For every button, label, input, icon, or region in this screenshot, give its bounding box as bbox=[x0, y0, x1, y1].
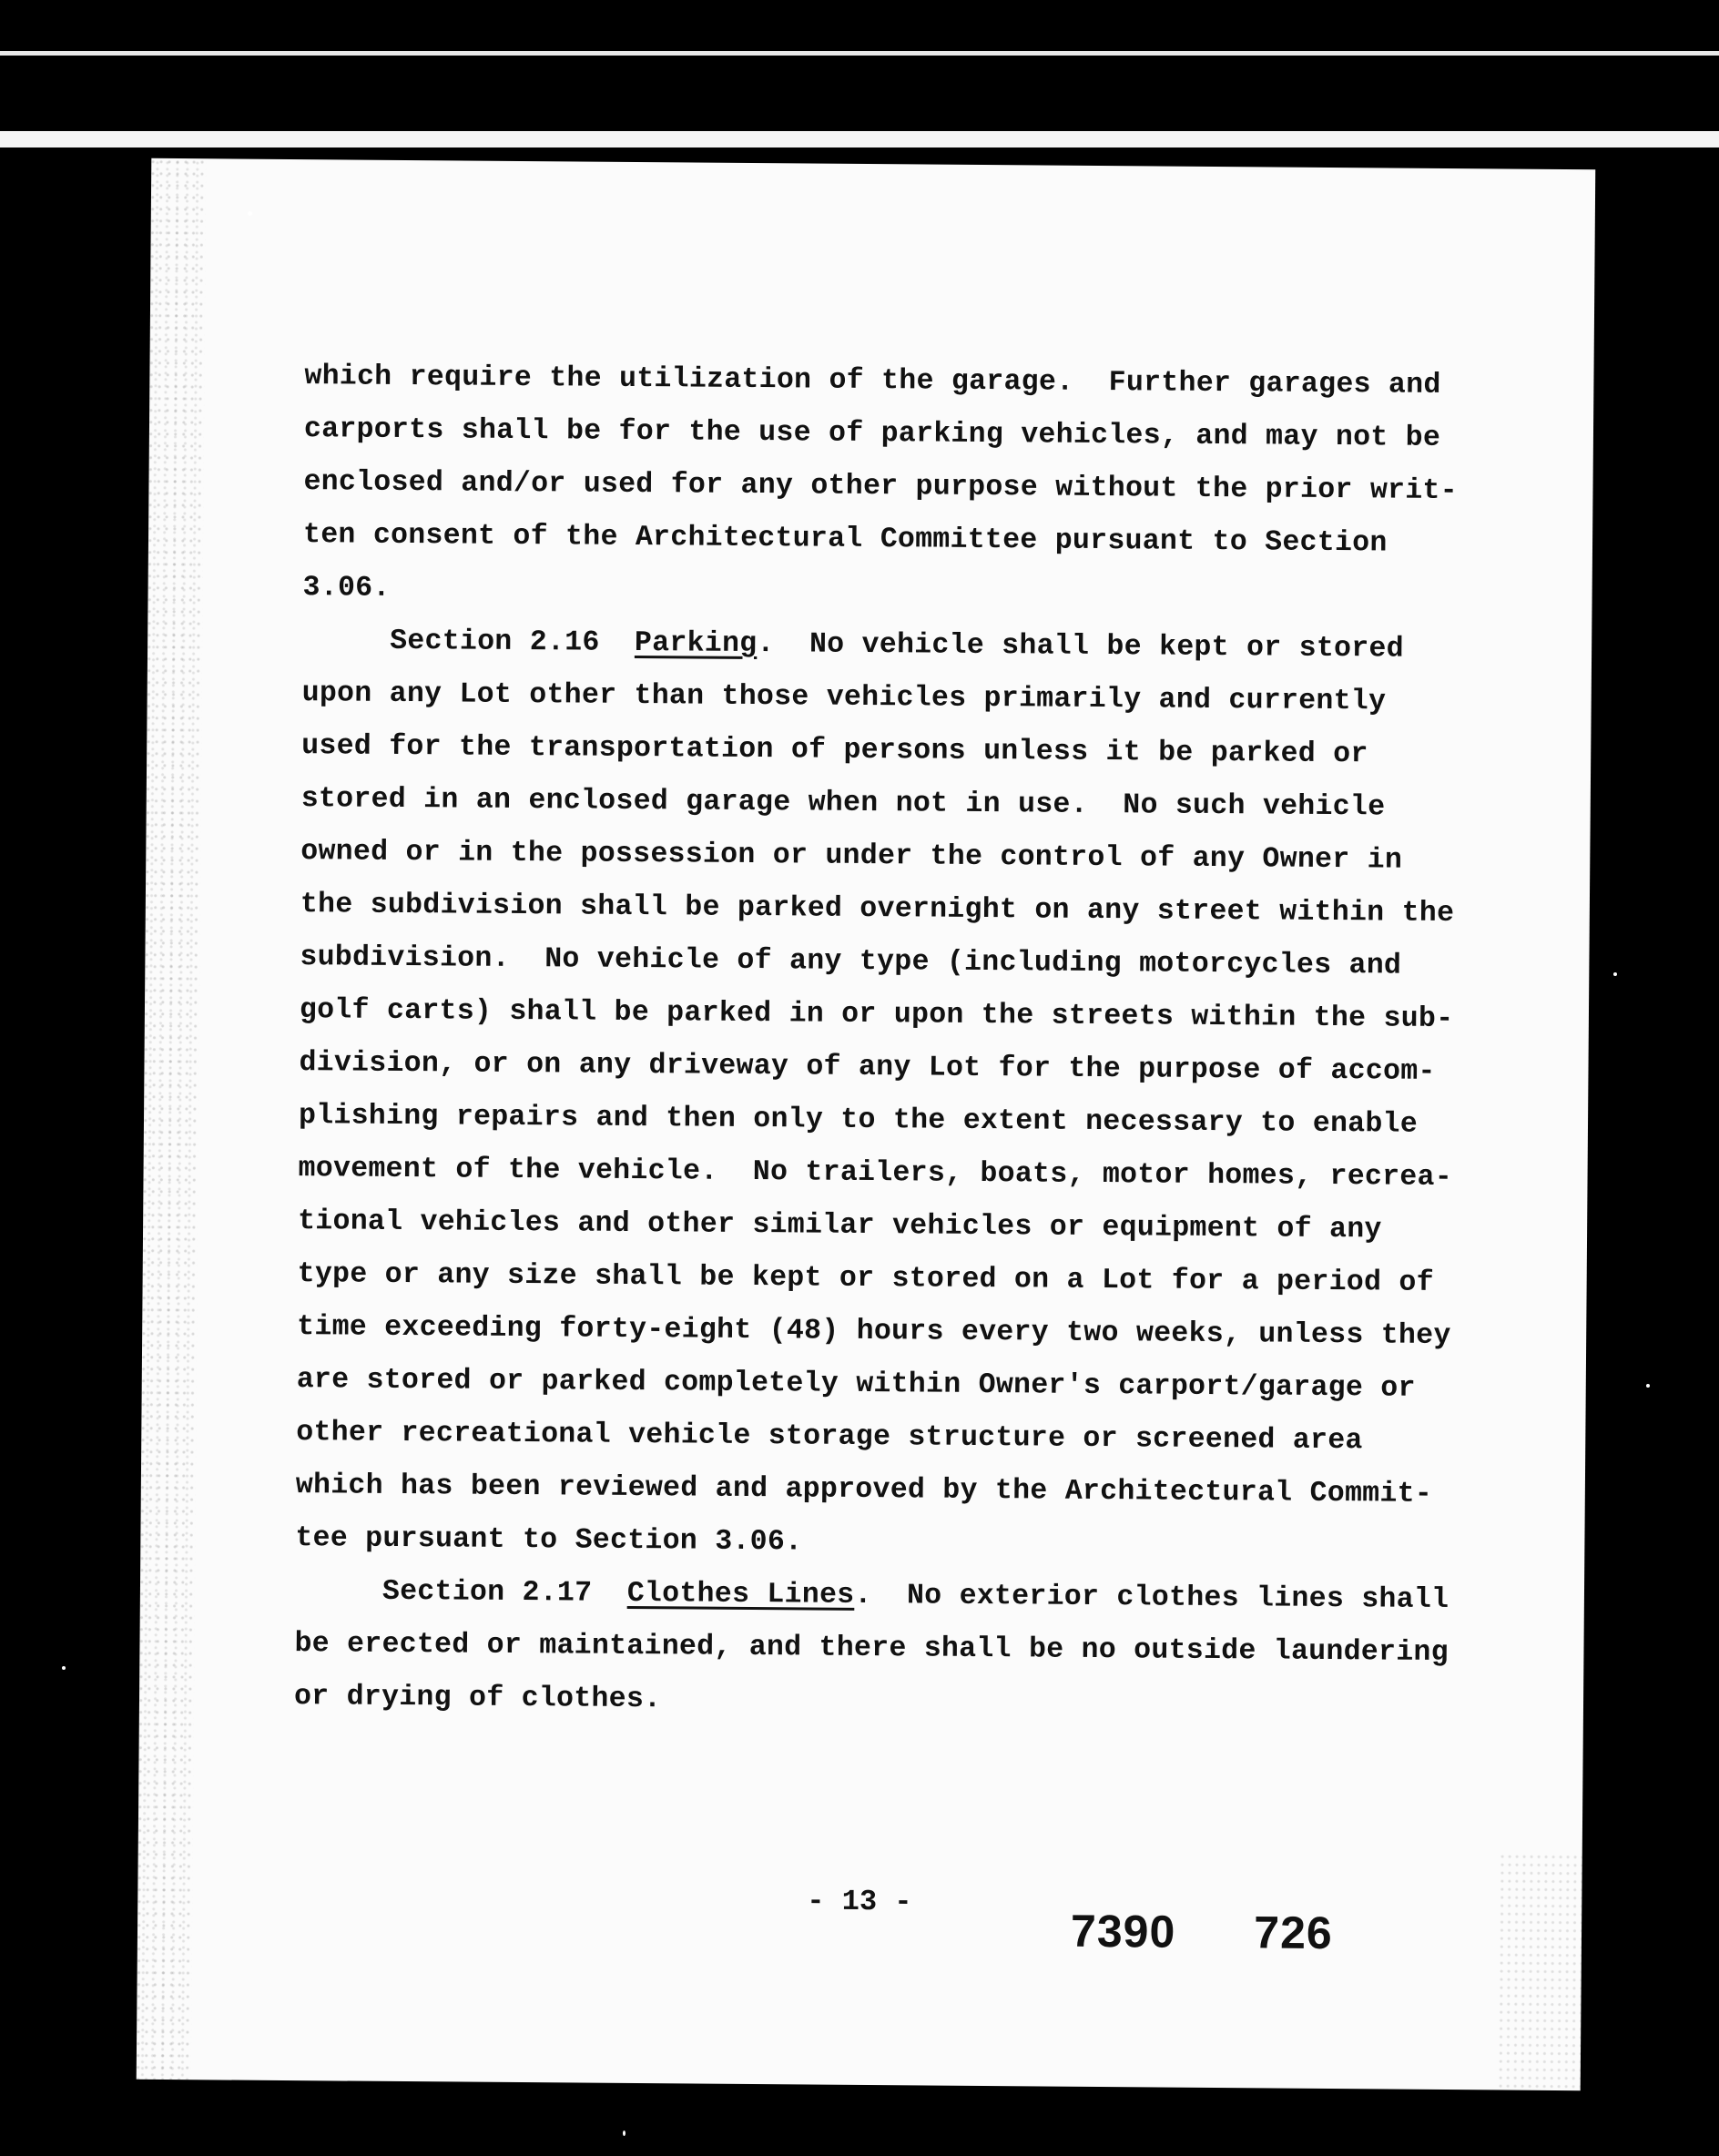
text-line: movement of the vehicle. No trailers, boats, motor homes, recrea- bbox=[298, 1153, 1453, 1195]
scan-top-line bbox=[0, 51, 1719, 56]
text-line: division, or on any driveway of any Lot for the purpose of accom- bbox=[299, 1047, 1436, 1088]
page-reference-number: 726 bbox=[1254, 1907, 1333, 1959]
section-heading-parking: Parking bbox=[634, 626, 758, 661]
text-line: the subdivision shall be parked overnight on any street within the bbox=[300, 889, 1455, 931]
page-number: - 13 - bbox=[807, 1884, 912, 1919]
text-line: tional vehicles and other similar vehicles or equipment of any bbox=[298, 1205, 1382, 1246]
document-body bbox=[294, 351, 1498, 1733]
recording-numbers bbox=[1071, 1905, 1333, 1959]
section-text: . No vehicle shall be kept or stored bbox=[757, 628, 1405, 666]
text-line: owned or in the possession or under the control of any Owner in bbox=[300, 836, 1403, 877]
text-line: are stored or parked completely within Owner's carport/garage or bbox=[296, 1364, 1416, 1405]
text-line: 3.06. bbox=[302, 572, 391, 605]
text-line: type or any size shall be kept or stored on a Lot for a period of bbox=[297, 1258, 1434, 1299]
text-line: stored in an enclosed garage when not in use. No such vehicle bbox=[300, 783, 1386, 824]
text-line: or drying of clothes. bbox=[293, 1681, 662, 1716]
text-line: which has been reviewed and approved by the Architectural Commit- bbox=[295, 1470, 1433, 1510]
text-line: time exceeding forty-eight (48) hours every two weeks, unless they bbox=[297, 1311, 1451, 1353]
scan-speck bbox=[623, 2131, 626, 2136]
text-line: golf carts) shall be parked in or upon the streets within the sub- bbox=[299, 994, 1454, 1036]
text-line: plishing repairs and then only to the extent necessary to enable bbox=[298, 1100, 1419, 1141]
scan-speck bbox=[62, 1666, 66, 1670]
text-line: which require the utilization of the garage. Further garages and bbox=[304, 361, 1441, 402]
scan-speck bbox=[248, 211, 252, 216]
text-line: ten consent of the Architectural Committee pursuant to Section bbox=[302, 519, 1388, 560]
text-line: used for the transportation of persons unless it be parked or bbox=[301, 730, 1368, 771]
section-2-17-first-line bbox=[295, 1565, 1488, 1627]
text-line: tee pursuant to Section 3.06. bbox=[295, 1522, 803, 1559]
text-line: be erected or maintained, and there shall be no outside laundering bbox=[294, 1628, 1449, 1670]
text-line: other recreational vehicle storage structure or screened area bbox=[296, 1417, 1363, 1458]
scan-speck bbox=[1613, 972, 1617, 976]
document-page bbox=[137, 158, 1596, 2090]
text-line: carports shall be for the use of parking vehicles, and may not be bbox=[303, 413, 1441, 454]
section-heading-clothes-lines: Clothes Lines bbox=[626, 1577, 855, 1612]
book-number: 7390 bbox=[1070, 1905, 1176, 1958]
scan-speck bbox=[1646, 1384, 1650, 1388]
text-line: upon any Lot other than those vehicles primarily and currently bbox=[301, 677, 1387, 718]
scan-top-bar bbox=[0, 131, 1719, 147]
section-number: Section 2.16 bbox=[390, 625, 600, 659]
section-2-16-first-line bbox=[302, 615, 1495, 676]
text-line: subdivision. No vehicle of any type (including motorcycles and bbox=[300, 941, 1402, 982]
section-text: . No exterior clothes lines shall bbox=[854, 1579, 1449, 1617]
section-number: Section 2.17 bbox=[381, 1575, 593, 1610]
text-line: enclosed and/or used for any other purpose without the prior writ- bbox=[303, 466, 1459, 508]
